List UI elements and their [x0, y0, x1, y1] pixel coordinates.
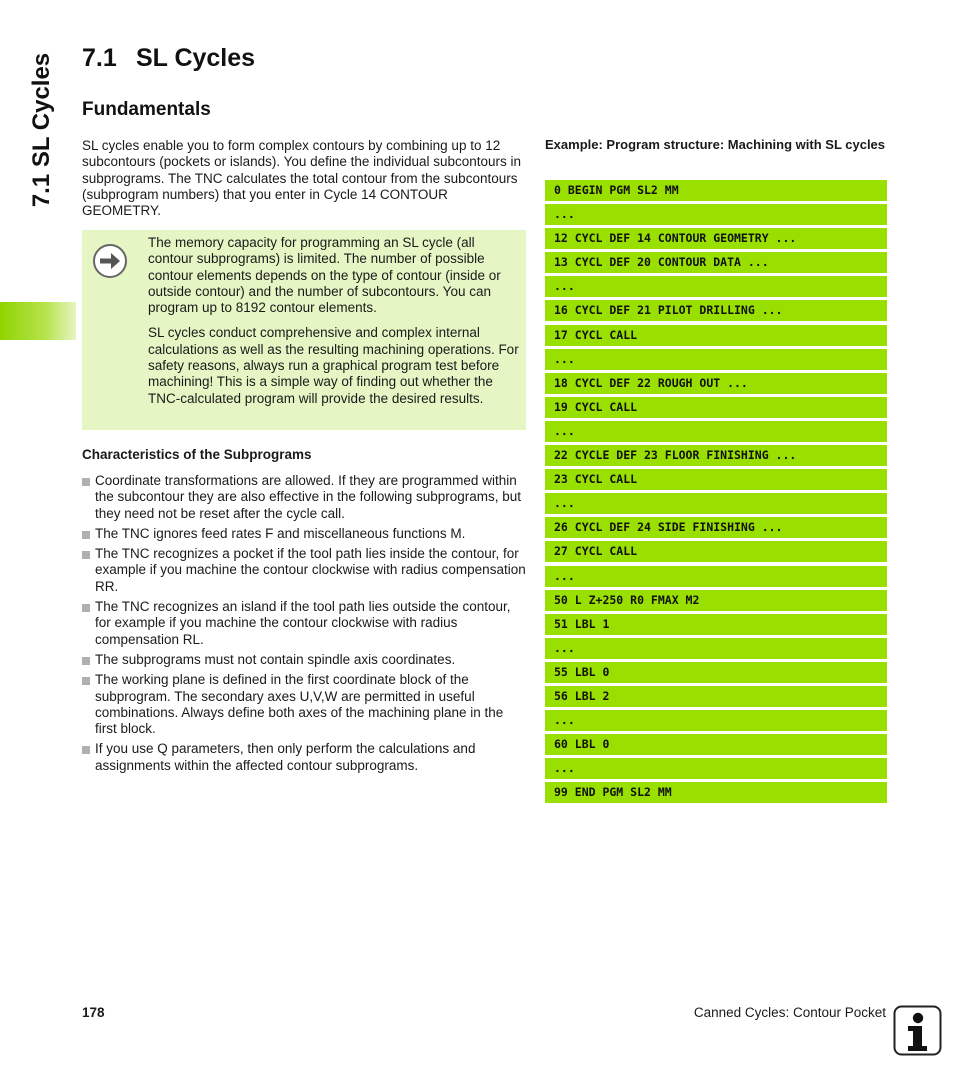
chapter-number: 7.1 [82, 44, 117, 72]
chapter-title-text: SL Cycles [136, 44, 256, 72]
program-line: 99 END PGM SL2 MM [545, 782, 887, 803]
list-item: The subprograms must not contain spindle axis coordinates. [82, 652, 526, 668]
program-line: 22 CYCLE DEF 23 FLOOR FINISHING ... [545, 445, 887, 466]
characteristics-title: Characteristics of the Subprograms [82, 447, 312, 462]
info-icon [893, 1005, 942, 1056]
characteristics-list [82, 473, 526, 778]
intro-paragraph: SL cycles enable you to form complex contours by combining up to 12 subcontours (pockets or islands). You define the individual subcontours in subprograms. The TNC calculates the total contour from the subcontours (subprogram numbers) that you enter in Cycle 14 CONTOUR GEOMETRY. [82, 138, 522, 219]
footer-chapter-name: Canned Cycles: Contour Pocket [693, 1005, 886, 1020]
side-chapter-header [14, 0, 70, 300]
note-box [82, 230, 526, 430]
program-line: 16 CYCL DEF 21 PILOT DRILLING ... [545, 300, 887, 321]
chapter-tab-marker [0, 302, 76, 340]
list-item: The working plane is defined in the first coordinate block of the subprogram. The secondary axes U,V,W are permitted in useful combinations. Always define both axes of the machining plane in the first block. [82, 672, 526, 737]
program-line: 26 CYCL DEF 24 SIDE FINISHING ... [545, 517, 887, 538]
program-line: 18 CYCL DEF 22 ROUGH OUT ... [545, 373, 887, 394]
program-line: ... [545, 349, 887, 370]
program-line: 27 CYCL CALL [545, 541, 887, 562]
program-line: ... [545, 276, 887, 297]
list-item: If you use Q parameters, then only perform the calculations and assignments within the affected contour subprograms. [82, 741, 526, 774]
program-line: ... [545, 421, 887, 442]
side-chapter-header-text: 7.1 SL Cycles [28, 52, 55, 208]
chapter-title [82, 44, 255, 73]
program-line: 55 LBL 0 [545, 662, 887, 683]
program-line: ... [545, 204, 887, 225]
program-line: 0 BEGIN PGM SL2 MM [545, 180, 887, 201]
arrow-right-circle-icon [92, 243, 128, 279]
program-line: ... [545, 758, 887, 779]
program-line: 13 CYCL DEF 20 CONTOUR DATA ... [545, 252, 887, 273]
program-line: 17 CYCL CALL [545, 325, 887, 346]
page-number: 178 [82, 1005, 105, 1020]
program-line: ... [545, 638, 887, 659]
program-line: ... [545, 493, 887, 514]
program-line: 56 LBL 2 [545, 686, 887, 707]
list-item: The TNC recognizes a pocket if the tool path lies inside the contour, for example if you machine the contour clockwise with radius compensation RR. [82, 546, 526, 595]
program-line: 60 LBL 0 [545, 734, 887, 755]
program-line: 50 L Z+250 R0 FMAX M2 [545, 590, 887, 611]
program-listing [545, 180, 887, 806]
program-line: 51 LBL 1 [545, 614, 887, 635]
program-line: 12 CYCL DEF 14 CONTOUR GEOMETRY ... [545, 228, 887, 249]
list-item: The TNC ignores feed rates F and miscellaneous functions M. [82, 526, 526, 542]
example-title: Example: Program structure: Machining with SL cycles [545, 137, 886, 152]
note-paragraph: SL cycles conduct comprehensive and complex internal calculations as well as the resulting machining operations. For safety reasons, always run a graphical program test before machining! This is a simple way of finding out whether the TNC-calculated program will provide the desired results. [148, 325, 519, 406]
list-item: The TNC recognizes an island if the tool path lies outside the contour, for example if you machine the contour clockwise with radius compensation RL. [82, 599, 526, 648]
program-line: 23 CYCL CALL [545, 469, 887, 490]
note-paragraph: The memory capacity for programming an SL cycle (all contour subprograms) is limited. The number of possible contour elements depends on the type of contour (inside or outside contour) and the number of subcontours. You can program up to 8192 contour elements. [148, 235, 501, 316]
list-item: Coordinate transformations are allowed. If they are programmed within the subcontour they are also effective in the following subprograms, but they need not be reset after the cycle call. [82, 473, 526, 522]
program-line: ... [545, 710, 887, 731]
program-line: ... [545, 566, 887, 587]
program-line: 19 CYCL CALL [545, 397, 887, 418]
note-text [148, 235, 522, 416]
section-title: Fundamentals [82, 99, 211, 120]
